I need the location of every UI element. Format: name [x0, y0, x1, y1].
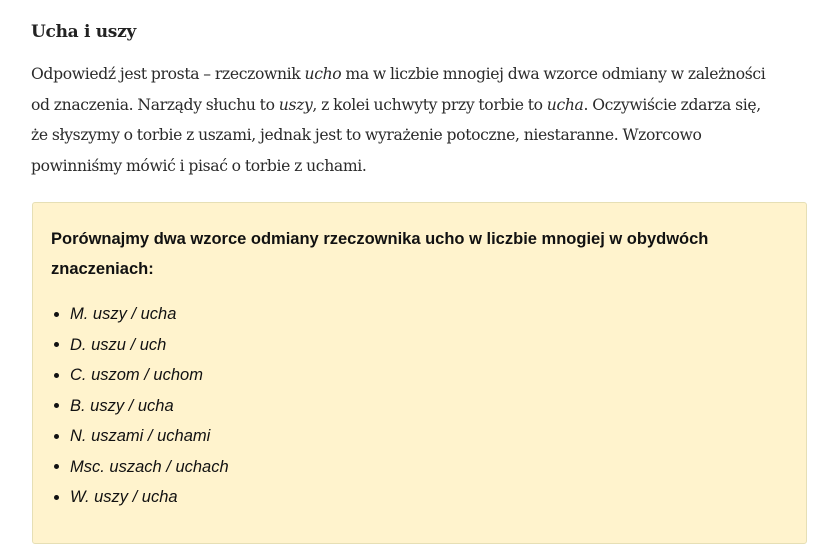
callout-heading-line1: Porównajmy dwa wzorce odmiany rzeczownika ucho w liczbie mnogiej w obydwóch: [51, 230, 709, 248]
lead-text: . Oczywiście zdarza się,: [583, 95, 761, 114]
declension-callout-box: [32, 202, 807, 544]
lead-paragraph: [31, 59, 816, 181]
form-text: Msc. uszach / uchach: [70, 457, 229, 476]
form-text: M. uszy / ucha: [70, 305, 177, 323]
list-item: [51, 360, 229, 391]
section-title: Ucha i uszy: [31, 22, 137, 42]
lead-text: od znaczenia. Narządy słuchu to: [31, 95, 279, 114]
bullet-icon: [54, 373, 59, 378]
form-text: N. uszami / uchami: [70, 427, 211, 445]
list-item: [51, 330, 229, 361]
lead-text: , z kolei uchwyty przy torbie to: [312, 95, 547, 114]
bullet-icon: [54, 495, 59, 500]
bullet-icon: [54, 464, 59, 469]
callout-heading-line2: znaczeniach:: [51, 260, 154, 278]
list-item: [51, 482, 229, 513]
bullet-icon: [54, 434, 59, 439]
list-item: [51, 452, 229, 483]
list-item: [51, 391, 229, 422]
lead-text: powinniśmy mówić i pisać o torbie z uchami.: [31, 156, 367, 175]
form-text: W. uszy / ucha: [70, 488, 178, 506]
bullet-icon: [54, 342, 59, 347]
callout-heading: [51, 224, 791, 284]
list-item: [51, 421, 229, 452]
lead-text: Odpowiedź jest prosta – rzeczownik: [31, 65, 305, 83]
form-text: C. uszom / uchom: [70, 366, 203, 384]
emphasis-ucha: ucha: [546, 95, 584, 114]
form-text: D. uszu / uch: [70, 335, 167, 354]
lead-text: ma w liczbie mnogiej dwa wzorce odmiany w zależności: [341, 65, 766, 83]
list-item: [51, 299, 229, 330]
bullet-icon: [54, 312, 59, 317]
emphasis-ucho: ucho: [304, 65, 342, 83]
declension-forms-list: [51, 299, 229, 513]
form-text: B. uszy / ucha: [70, 396, 174, 415]
bullet-icon: [54, 403, 59, 408]
lead-text: że słyszymy o torbie z uszami, jednak jest to wyrażenie potoczne, niestaranne. Wzorcowo: [31, 126, 702, 144]
emphasis-uszy: uszy: [278, 95, 313, 114]
